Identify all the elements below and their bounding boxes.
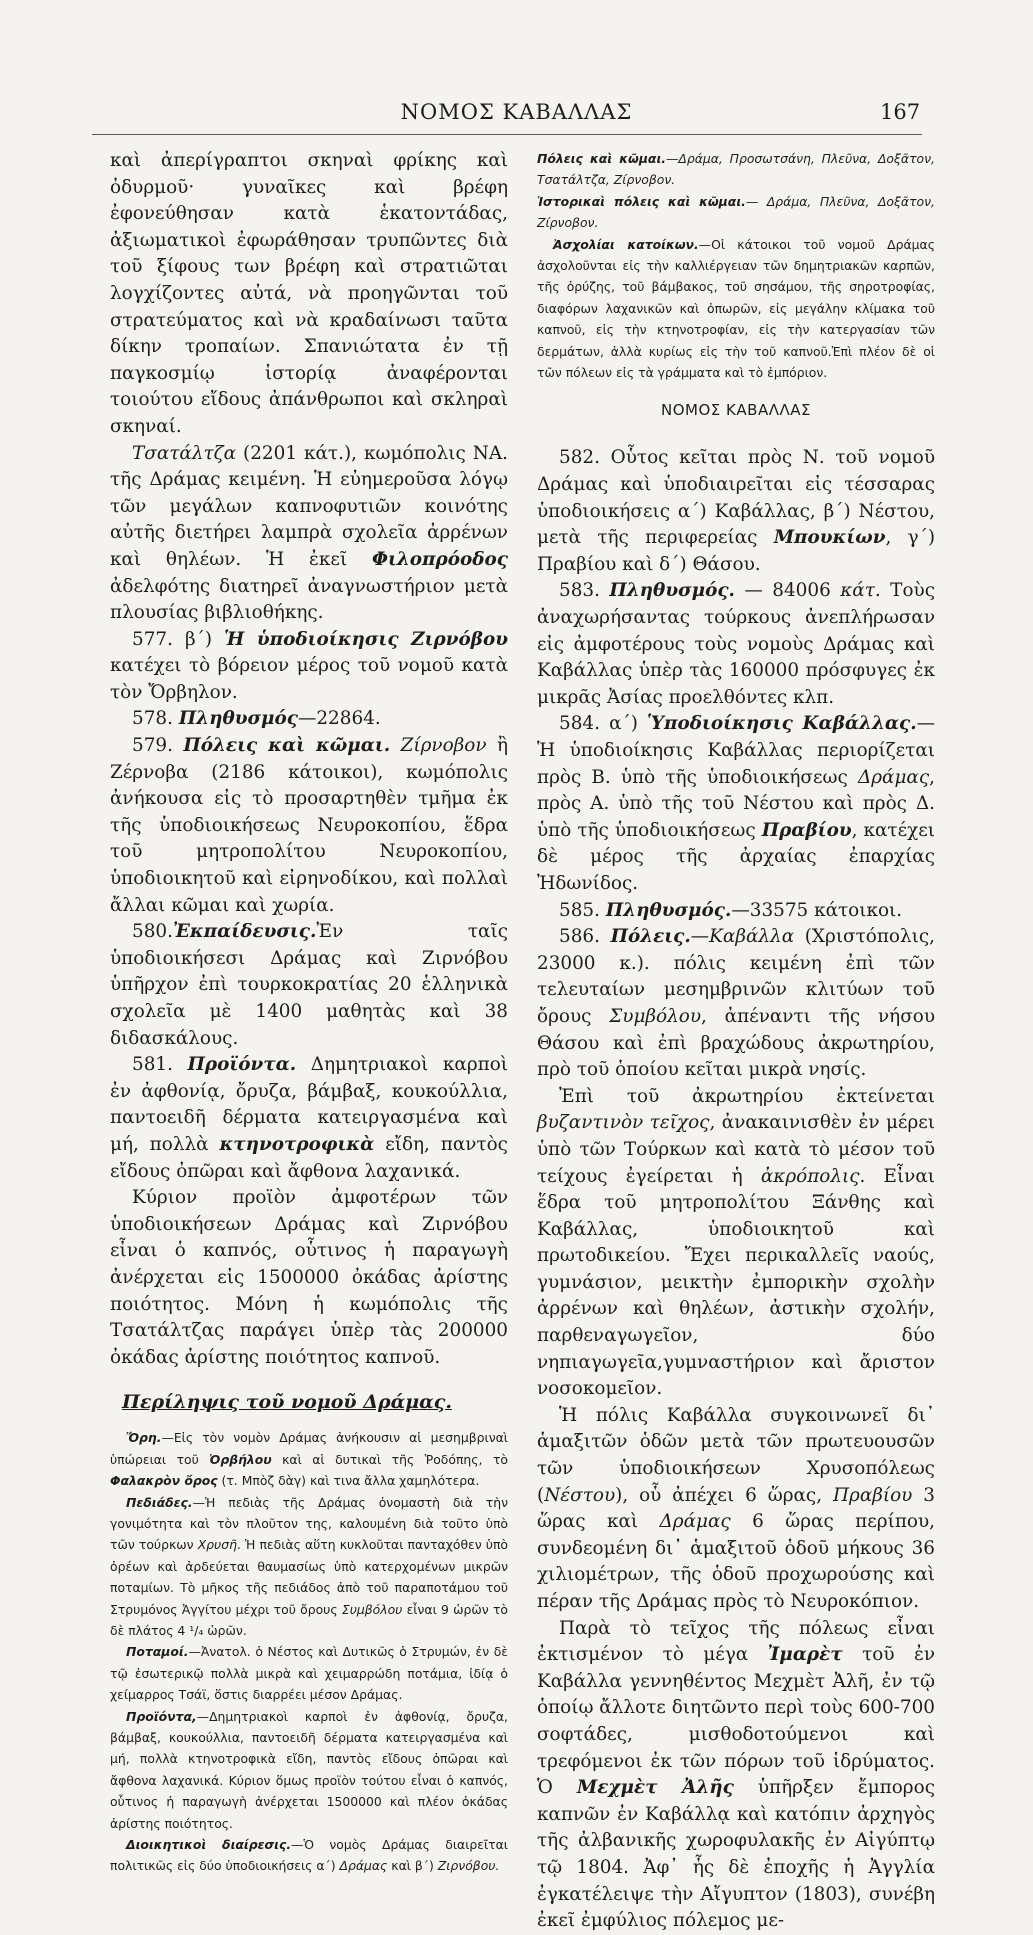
text: καὶ β΄): [387, 1858, 438, 1874]
summary-plains: [110, 1492, 508, 1642]
paragraph-581: [110, 1052, 508, 1185]
place-name: Συμβόλου: [609, 1005, 702, 1027]
section-number: 584. α΄): [559, 713, 648, 735]
summary-towns: [537, 148, 935, 191]
text: —: [665, 151, 679, 166]
text: —Δημητριακοὶ καρποὶ ἐν ἀφθονίᾳ, ὄρυζα, βάμβαξ, κουκούλλια, παντοειδῆ δέρματα κατειργασμένα καὶ μή, πολλὰ κτηνοτροφικὰ εἴδη, παντὸς εἴδους ὀπῶραι καὶ ἄφθονα λαχανικά. Κύριον ὅμως προϊὸν τούτου εἶναι ὁ καπνός, οὗτινος ἡ παραγωγὴ ἀνέρχεται 1500000 καὶ πλέον ὀκάδας ἀρίστης ποιότητος.: [110, 1708, 508, 1831]
text: 6 ὥρας περίπου, συνδεομένη δι᾿ ἁμαξιτοῦ ὁδοῦ μήκους 36 χιλιομέτρων, τῆς ὁδοῦ προχωρούσης καὶ πέραν τῆς Δράμας πρὸς τὸ Νευροκόπιον.: [537, 1511, 935, 1612]
text: —Οἱ κάτοικοι τοῦ νομοῦ Δράμας ἀσχολοῦνται εἰς τὴν καλλιέργειαν τῶν δημητριακῶν καρπῶν, τῆς ὀρύζης, τοῦ βάμβακος, τοῦ σησάμου, τῆς σηροτροφίας, διαφόρων λαχανικῶν καὶ ὀπωρῶν, εἰς μεγάλην κλίμακα τοῦ καπνοῦ, εἰς τὴν κτηνοτροφίαν, εἰς τὴν κατεργασίαν τῶν δερμάτων, ἀλλὰ κυρίως εἰς τὴν τοῦ καπνοῦ.Ἐπὶ πλέον δὲ οἱ τῶν πόλεων εἰς τὰ γράμματα καὶ τὸ ἐμπόριον.: [537, 236, 935, 381]
text: καὶ αἱ δυτικαὶ τῆς Ῥοδόπης, τὸ: [271, 1451, 508, 1467]
text: —33575 κάτοικοι.: [731, 899, 903, 921]
right-column: [537, 148, 936, 1932]
paragraph-579: [110, 733, 508, 919]
place-name: Τσατάλτζα: [132, 442, 237, 464]
section-heading: Ὑποδιοίκησις Καβάλλας.: [647, 713, 917, 735]
summary-mountains: [110, 1427, 508, 1491]
summary-heading: Ἀσχολίαι κατοίκων.: [553, 236, 699, 252]
place-name: Χρυσῆ: [197, 1537, 237, 1553]
text: , πρὸς Α. ὑπὸ τῆς τοῦ Νέστου καὶ πρὸς Δ. ὑπὸ τῆς ὑποδιοικήσεως: [537, 766, 935, 841]
place-name: Ζιρνόβου.: [437, 1858, 500, 1874]
text: κατέχει τὸ βόρειον μέρος τοῦ νομοῦ κατὰ τὸν Ὄρβηλον.: [110, 655, 508, 703]
place-name: Μπουκίων: [773, 527, 886, 549]
section-heading: Προϊόντα.: [187, 1054, 297, 1076]
text: Ἐπὶ τοῦ ἀκρωτηρίου ἐκτείνεται: [559, 1085, 935, 1107]
section-number: 580.: [132, 921, 173, 943]
text: Παρὰ τὸ τεῖχος τῆς πόλεως εἶναι ἐκτισμένον τὸ μέγα: [537, 1617, 935, 1666]
paragraph-582: [537, 445, 935, 578]
summary-heading: Πόλεις καὶ κῶμαι.: [537, 151, 666, 166]
text: Δημητριακοὶ καρποὶ ἐν ἀφθονίᾳ, ὄρυζα, βάμβαξ, κουκούλλια, παντοειδῆ δέρματα κατειργασμένα καὶ μή, πολλὰ: [110, 1054, 508, 1155]
paragraph-586d: [537, 1616, 935, 1935]
paragraph-577: [110, 627, 508, 707]
text: εἴδη, παντὸς εἴδους ὀπῶραι καὶ ἄφθονα λαχανικά.: [110, 1133, 508, 1182]
place-list: Δράμα, Προσωτσάνη, Πλεῦνα, Δοξᾶτον, Τσατάλτζα, Ζίρνοβον.: [537, 151, 935, 188]
section-number: 586.: [559, 926, 611, 948]
place-name: Συμβόλου: [341, 1601, 403, 1617]
section-number: 579.: [132, 735, 184, 757]
summary-admin: [110, 1834, 508, 1877]
section-heading: Ἐκπαίδευσις.: [172, 921, 317, 943]
place-name: Δράμας: [857, 766, 930, 788]
page-number: 167: [880, 100, 921, 124]
summary-heading: Ποταμοί.: [126, 1644, 189, 1660]
text: 582. Οὗτος κεῖται πρὸς Ν. τοῦ νομοῦ Δράμας καὶ ὑποδιαιρεῖται εἰς τέσσαρας ὑποδιοικήσεις α΄) Καβάλλας, β΄) Νέστου, μετὰ τῆς περιφερείας: [537, 447, 935, 549]
text: — 84006: [734, 580, 841, 602]
abbrev: κάτ.: [840, 580, 881, 602]
text: Τοὺς ἀναχωρήσαντας τούρκους ἀνεπλήρωσαν εἰς ἀμφοτέρους τοὺς νομοὺς Δράμας καὶ Καβάλλας ὑπὲρ τὰς 160000 πρόσφυγες ἐκ μικρᾶς Ἀσίας προελθόντες κλπ.: [537, 580, 936, 708]
paragraph-586b: [537, 1084, 935, 1403]
text: εἶναι 9 ὡρῶν τὸ δὲ πλάτος 4 ¹/₄ ὡρῶν.: [110, 1601, 508, 1638]
section-heading: Πληθυσμός.: [605, 899, 732, 921]
paragraph-583: [537, 578, 935, 711]
person-name: Μεχμὲτ Ἀλῆς: [576, 1777, 734, 1799]
paragraph-586c: [537, 1403, 935, 1616]
text: —: [745, 193, 767, 209]
summary-heading: Ὄρη.: [126, 1430, 162, 1446]
text: 3 ὥρας καὶ: [537, 1484, 935, 1533]
text: ), οὗ ἀπέχει 6 ὥρας,: [615, 1484, 833, 1506]
summary-heading: Πεδιάδες.: [126, 1494, 193, 1510]
text: —22864.: [297, 708, 381, 730]
section-number: 578.: [132, 708, 179, 730]
text: —Ἡ ὑποδιοίκησις Καβάλλας περιορίζεται πρὸς Β. ὑπὸ τῆς ὑποδιοικήσεως: [537, 713, 935, 788]
running-title: ΝΟΜΟΣ ΚΑΒΑΛΛΑΣ: [400, 100, 633, 124]
summary-title: Περίληψις τοῦ νομοῦ Δράμας.: [122, 1391, 452, 1414]
summary-heading: Ἱστορικαὶ πόλεις καὶ κῶμαι.: [537, 193, 746, 209]
text: —Ἡ πεδιὰς τῆς Δράμας ὀνομαστὴ διὰ τὴν γονιμότητα καὶ τὸν πλοῦτον της, καλουμένη διὰ τοῦτο ὑπὸ τῶν τούρκων: [110, 1494, 508, 1553]
paragraph-578: [110, 706, 508, 733]
section-heading: Πληθυσμός.: [609, 580, 735, 602]
place-name: Δράμας: [339, 1858, 388, 1874]
section-heading: Πόλεις καὶ κῶμαι.: [183, 735, 391, 757]
place-name: Δράμας: [659, 1511, 731, 1533]
section-heading-kavalla: ΝΟΜΟΣ ΚΑΒΑΛΛΑΣ: [661, 401, 811, 420]
text: , κατέχει δὲ μέρος τῆς ἀρχαίας ἐπαρχίας Ἠδωνίδος.: [537, 819, 935, 894]
text: . Εἶναι ἕδρα τοῦ μητροπολίτου Ξάνθης καὶ Καβάλλας, ὑποδιοικητοῦ καὶ πρωτοδικείου. Ἔχει περικαλλεῖς ναούς, γυμνάσιον, μεικτὴν ἐμπορικὴν σχολὴν ἀρρένων καὶ θηλέων, ἀστικὴν σχολήν, παρθεναγωγεῖον, δύο νηπιαγωγεῖα,γυμναστήριον καὶ ἄριστον νοσοκομεῖον.: [537, 1165, 935, 1400]
text: (Χριστόπολις, 23000 κ.). πόλις κειμένη ἐπὶ τῶν τελευταίων μεσημβρινῶν κλιτύων τοῦ ὄρους: [537, 926, 935, 1027]
place-name: Ζίρνοβον: [390, 735, 487, 757]
text: —Ἀνατολ. ὁ Νέστος καὶ Δυτικῶς ὁ Στρυμών, ἐν δὲ τῷ ἐσωτερικῷ πολλὰ μικρὰ καὶ χειμαρρώδη ποτάμια, ἰδίᾳ ὁ χείμαρρος Τσάϊ, ὅστις διαρρέει μέσον Δράμας.: [110, 1644, 508, 1703]
place-name: Πραβίου: [761, 819, 852, 841]
section-number: 583.: [559, 580, 610, 602]
emphasis: κτηνοτροφικὰ: [219, 1133, 375, 1155]
text: τοῦ ἐν Καβάλλα γεννηθέντος Μεχμὲτ Ἀλῆ, ἐν τῷ ὁποίῳ ἄλλοτε διητῶντο περὶ τοὺς 600-700 σοφτάδες, μισθοδοτούμενοι καὶ τρεφόμενοι ἐκ τῶν πόρων τοῦ ἱδρύματος. Ὁ: [537, 1644, 935, 1799]
place-name: Φαλακρὸν ὄρος: [110, 1473, 218, 1489]
paragraph-continuation: καὶ ἀπερίγραπτοι σκηναὶ φρίκης καὶ ὀδυρμοῦ· γυναῖκες καὶ βρέφη ἐφονεύθησαν κατὰ ἑκατοντάδας, ἀξιωματικοὶ ἐφωράθησαν τρυπῶντες διὰ τοῦ ξίφους των βρέφη καὶ στρατιῶται λογχίζοντες αὐτά, νὰ προηγῶνται τοῦ στρατεύματος καὶ νὰ κραδαίνωσι ταῦτα δίκην τροπαίων. Σπανιώτατα ἐν τῇ παγκοσμίῳ ἱστορίᾳ ἀναφέρονται τοιούτου εἴδους ἀπάνθρωποι καὶ σκληραὶ σκηναί.: [110, 150, 508, 437]
left-column: [110, 148, 508, 1874]
text: . Ἡ πεδιὰς αὕτη κυκλοῦται πανταχόθεν ὑπὸ ὀρέων καὶ ἀρδεύεται θαυμασίως ὑπὸ κατερχομένων μικρῶν ποταμίων. Τὸ μῆκος τῆς πεδιάδος ἀπὸ τοῦ παραποτάμου τοῦ Στρυμόνος Ἀγγίτου μέχρι τοῦ ὄρους: [110, 1537, 508, 1617]
summary-occupations: [537, 234, 935, 384]
emphasis: Ἰμαρὲτ: [767, 1644, 843, 1666]
text: , ἀπέναντι τῆς νήσου Θάσου καὶ ἐπὶ βραχώδους ἀκρωτηρίου, πρὸ τοῦ ὁποίου κεῖται μικρὰ νησίς.: [537, 1005, 935, 1081]
text: , ἀνακαινισθὲν ἐν μέρει ὑπὸ τῶν Τούρκων καὶ κατὰ τὸ μέσον τοῦ τείχους ἐγείρεται ἡ: [537, 1112, 936, 1187]
text: ἢ Ζέρνοβα (2186 κάτοικοι), κωμόπολις ἀνήκουσα εἰς τὸ προσαρτηθὲν τμῆμα ἐκ τῆς ὑποδιοικήσεως Νευροκοπίου, ἕδρα τοῦ μητροπολίτου Νευροκοπίου, ὑποδιοικητοῦ καὶ εἰρηνοδίκου, καὶ πολλαὶ ἄλλαι κῶμαι καὶ χωρία.: [110, 735, 508, 916]
place-name: Πραβίου: [833, 1484, 913, 1506]
section-heading: Πληθυσμός: [178, 708, 298, 730]
place-name: Ὀρβήλου: [209, 1451, 272, 1467]
section-heading: Ἡ ὑποδιοίκησις Ζιρνόβου: [224, 628, 508, 650]
text: ἀδελφότης διατηρεῖ ἀναγνωστήριον μετὰ πλουσίας βιβλιοθήκης.: [110, 575, 508, 624]
summary-heading: Διοικητικοὶ διαίρεσις.: [126, 1837, 292, 1853]
place-name: Νέστου: [544, 1484, 616, 1506]
text: —Εἰς τὸν νομὸν Δράμας ἀνήκουσιν αἱ μεσημβριναὶ ὑπώρειαι τοῦ: [110, 1430, 508, 1467]
place-name: Καβάλλα: [709, 926, 795, 948]
paragraph-581b: Κύριον προϊὸν ἀμφοτέρων τῶν ὑποδιοικήσεων Δράμας καὶ Ζιρνόβου εἶναι ὁ καπνός, οὗτινος ἡ παραγωγὴ ἀνέρχεται εἰς 1500000 ὀκάδας ἀρίστης ποιότητος. Μόνη ἡ κωμόπολις τῆς Τσατάλτζας παράγει ὑπὲρ τὰς 200000 ὀκάδας ἀρίστης ποιότητος καπνοῦ.: [110, 1187, 508, 1368]
paragraph-tsataltza: [110, 441, 508, 627]
emphasis: ἀκρόπολις: [760, 1165, 860, 1187]
paragraph-585: [537, 898, 935, 925]
text: Ἡ πόλις Καβάλλα συγκοινωνεῖ δι᾿ ἁμαξιτῶν ὁδῶν μετὰ τῶν πρωτευουσῶν τῶν ὑποδιοικήσεων Χρυσοπόλεως (: [537, 1404, 935, 1506]
section-number: 577. β΄): [132, 628, 225, 650]
text: ὑπῆρξεν ἔμπορος καπνῶν ἐν Καβάλλᾳ καὶ κατόπιν ἀρχηγὸς τῆς ἀλβανικῆς χωροφυλακῆς ἐν Αἰγύπτῳ τῷ 1804. Ἀφ᾿ ἧς δὲ ἐποχῆς ἡ Ἀγγλία ἐγκατέλειψε τὴν Αἴγυπτον (1803), συνέβη ἐκεῖ ἐμφύλιος πόλεμος με-: [537, 1777, 935, 1932]
paragraph-584: [537, 711, 935, 897]
section-heading: Πόλεις.: [610, 926, 691, 948]
section-number: 581.: [132, 1054, 188, 1076]
paragraph-580: [110, 919, 508, 1052]
text: (2201 κάτ.), κωμόπολις ΝΑ. τῆς Δράμας κειμένη. Ἡ εὐημεροῦσα λόγῳ τῶν μεγάλων καπνοφυτιῶν κοινότης αὐτῆς διετήρει λαμπρὰ σχολεῖα ἀρρένων καὶ θηλέων. Ἡ ἐκεῖ: [110, 442, 508, 570]
text: Ἐν ταῖς ὑποδιοικήσεσι Δράμας καὶ Ζιρνόβου ὑπῆρχον ἐπὶ τουρκοκρατίας 20 ἑλληνικὰ σχολεῖα μὲ 1400 μαθητὰς καὶ 38 διδασκάλους.: [110, 921, 508, 1049]
summary-products: [110, 1706, 508, 1834]
place-list: Δράμα, Πλεῦνα, Δοξᾶτον, Ζίρνοβον.: [537, 193, 935, 231]
society-name: Φιλοπρόοδος: [371, 548, 508, 570]
text: —: [690, 926, 710, 948]
summary-rivers: [110, 1641, 508, 1705]
paragraph-586: [537, 924, 935, 1084]
summary-heading: Προϊόντα,: [126, 1708, 197, 1724]
text: (τ. Μπὸζ δὰγ) καὶ τινα ἄλλα χαμηλότερα.: [217, 1473, 480, 1489]
section-number: 585.: [559, 899, 606, 921]
header-rule: [92, 134, 922, 135]
text: , γ΄) Πραβίου καὶ δ΄) Θάσου.: [537, 527, 935, 575]
emphasis: βυζαντινὸν τεῖχος: [537, 1112, 710, 1134]
text: —Ὁ νομὸς Δράμας διαιρεῖται πολιτικῶς εἰς δύο ὑποδιοικήσεις α΄): [110, 1837, 508, 1874]
summary-historic-towns: [537, 191, 935, 234]
